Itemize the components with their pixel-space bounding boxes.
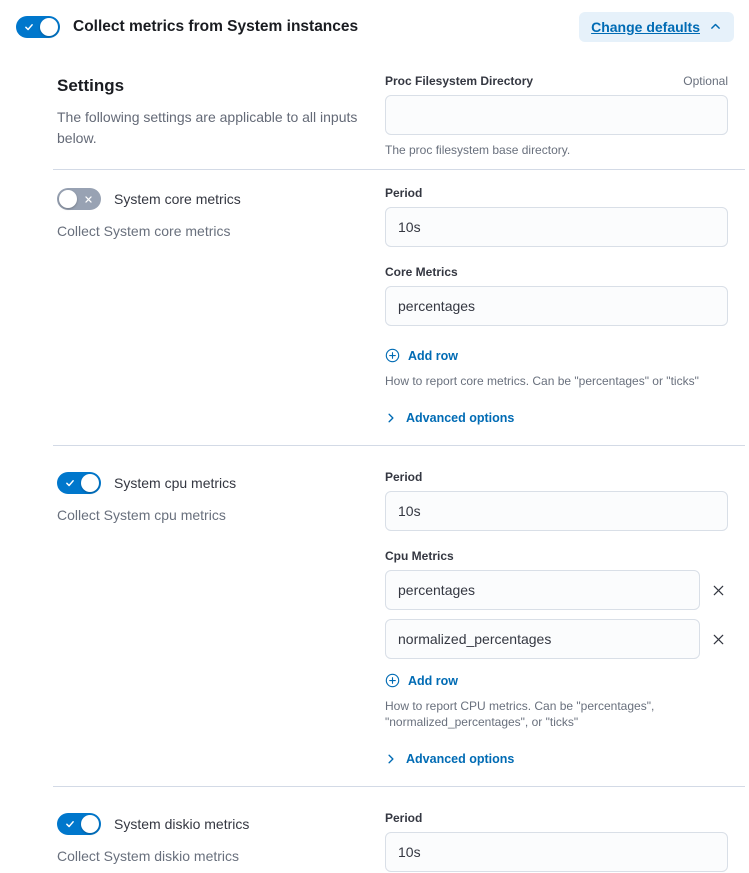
core-metrics-input-0[interactable]	[385, 286, 728, 326]
cpu-metrics-field-label: Cpu Metrics	[385, 549, 454, 563]
change-defaults-label: Change defaults	[591, 18, 700, 35]
cross-icon	[711, 583, 726, 598]
core-add-row-button[interactable]	[385, 348, 728, 363]
check-icon	[65, 813, 75, 835]
plus-circle-icon	[385, 673, 400, 688]
cpu-advanced-options[interactable]	[385, 752, 728, 766]
cpu-metrics-input-1[interactable]	[385, 619, 700, 659]
core-add-row-label: Add row	[408, 348, 458, 363]
diskio-metrics-description: Collect System diskio metrics	[57, 848, 240, 864]
cross-icon	[84, 188, 93, 210]
core-metrics-field-label: Core Metrics	[385, 265, 458, 279]
diskio-metrics-title: System diskio metrics	[114, 816, 250, 832]
toggle-knob	[81, 474, 99, 492]
plus-circle-icon	[385, 348, 400, 363]
diskio-period-label: Period	[385, 811, 423, 825]
collect-metrics-toggle[interactable]	[16, 16, 60, 38]
core-advanced-label: Advanced options	[406, 411, 515, 425]
cpu-metrics-title: System cpu metrics	[114, 475, 237, 491]
section-cpu-metrics	[53, 445, 745, 786]
proc-filesystem-label: Proc Filesystem Directory	[385, 74, 534, 88]
settings-rows	[53, 52, 745, 873]
core-period-input[interactable]	[385, 207, 728, 247]
core-advanced-options[interactable]	[385, 411, 728, 425]
cpu-metrics-toggle[interactable]	[57, 472, 101, 494]
chevron-right-icon	[385, 412, 397, 424]
settings-description: The following settings are applicable to all inputs below.	[57, 109, 358, 146]
section-settings	[53, 52, 745, 169]
core-period-label: Period	[385, 186, 423, 200]
core-metrics-title: System core metrics	[114, 191, 241, 207]
check-icon	[65, 472, 75, 494]
toggle-knob	[59, 190, 77, 208]
diskio-metrics-toggle[interactable]	[57, 813, 101, 835]
core-metrics-toggle[interactable]	[57, 188, 101, 210]
section-core-metrics	[53, 169, 745, 445]
cpu-add-row-button[interactable]	[385, 673, 728, 688]
section-diskio-metrics	[53, 786, 745, 873]
proc-filesystem-input[interactable]	[385, 95, 728, 135]
integration-header	[0, 0, 749, 52]
page-title: Collect metrics from System instances	[73, 17, 359, 35]
chevron-up-icon	[709, 20, 722, 33]
cpu-add-row-label: Add row	[408, 673, 458, 688]
proc-filesystem-help: The proc filesystem base directory.	[385, 143, 571, 157]
cpu-metrics-description: Collect System cpu metrics	[57, 507, 226, 523]
settings-heading: Settings	[57, 76, 125, 95]
core-metrics-help: How to report core metrics. Can be "percentages" or "ticks"	[385, 374, 699, 388]
cpu-metric-row-1	[385, 619, 728, 659]
cpu-metrics-input-0[interactable]	[385, 570, 700, 610]
cross-icon	[711, 632, 726, 647]
chevron-right-icon	[385, 753, 397, 765]
toggle-knob	[40, 18, 58, 36]
cpu-metric-row-0	[385, 570, 728, 610]
diskio-period-input[interactable]	[385, 832, 728, 872]
change-defaults-button[interactable]	[579, 12, 734, 42]
optional-badge: Optional	[683, 74, 728, 88]
delete-row-button[interactable]	[709, 630, 728, 649]
header-left	[16, 16, 358, 38]
cpu-period-label: Period	[385, 470, 423, 484]
delete-row-button[interactable]	[709, 581, 728, 600]
core-metrics-description: Collect System core metrics	[57, 223, 231, 239]
cpu-period-input[interactable]	[385, 491, 728, 531]
cpu-metrics-help: How to report CPU metrics. Can be "percentages", "normalized_percentages", or "ticks"	[385, 699, 655, 729]
toggle-knob	[81, 815, 99, 833]
cpu-advanced-label: Advanced options	[406, 752, 515, 766]
check-icon	[24, 16, 34, 38]
